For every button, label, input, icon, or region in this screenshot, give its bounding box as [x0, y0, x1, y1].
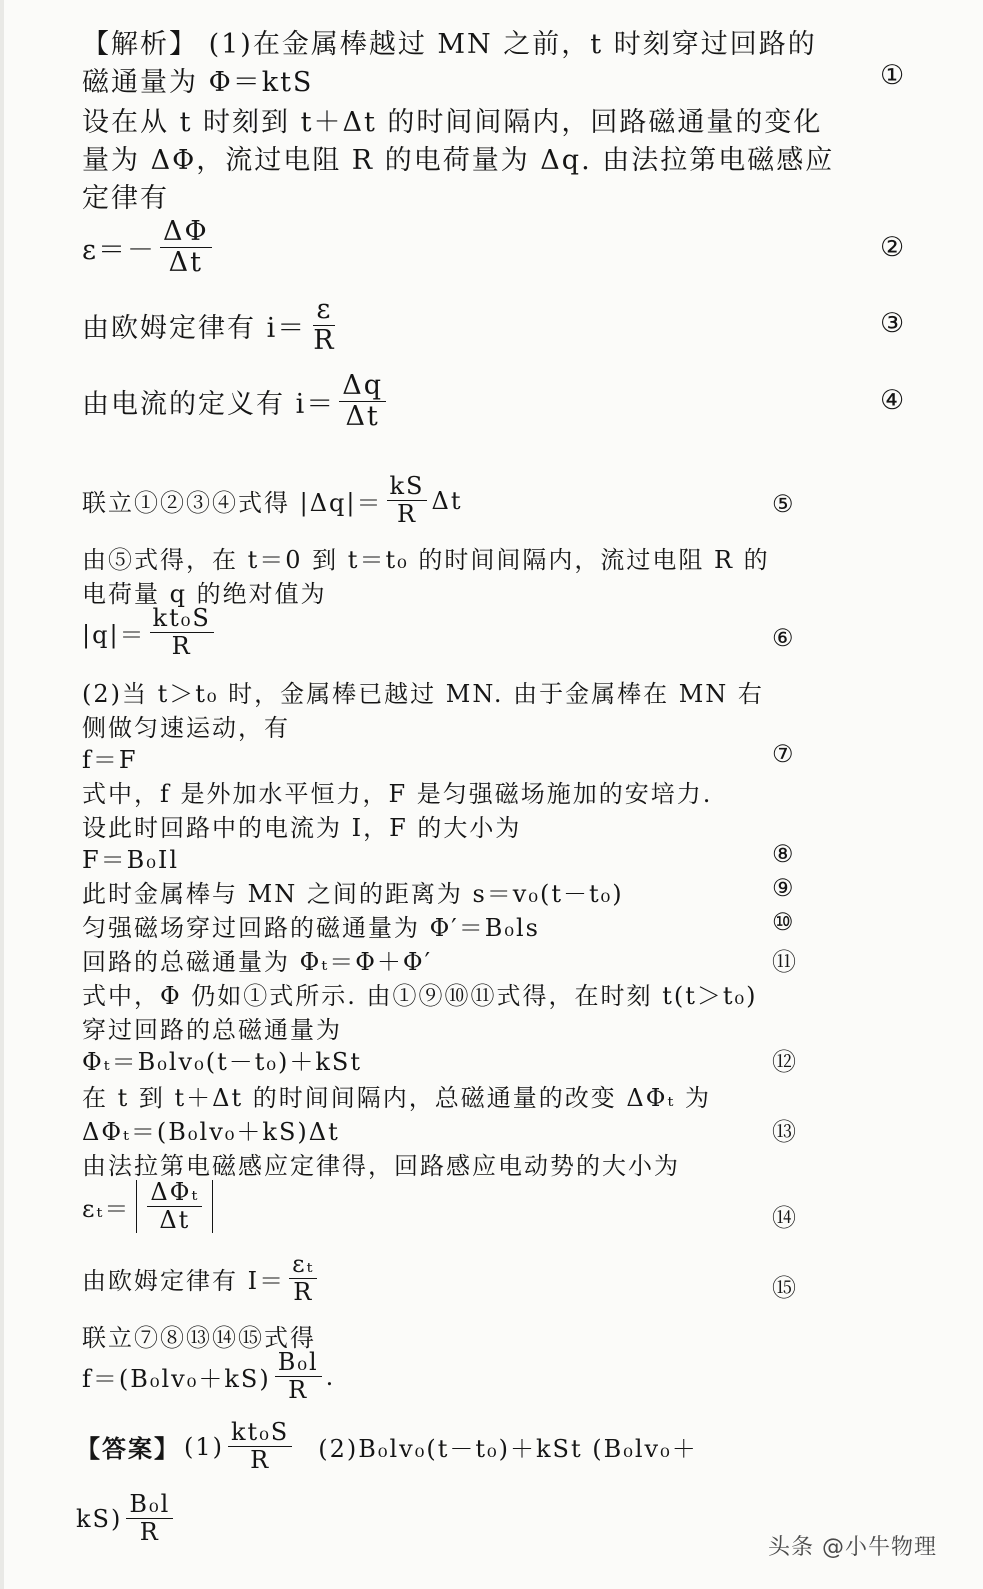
fraction: $\frac{\Delta q}{\Delta t}$	[339, 372, 386, 432]
line-combine: 联立⑦⑧⑬⑭⑮式得	[82, 1324, 316, 1352]
eq-marker-15: ⑮	[772, 1274, 798, 1302]
eq-marker-5: ⑤	[772, 490, 796, 518]
eq-marker-4: ④	[880, 385, 907, 416]
eq-marker-3: ③	[880, 308, 907, 339]
eq-marker-11: ⑪	[772, 948, 798, 976]
eq-marker-12: ⑫	[772, 1048, 798, 1076]
equation-8: F＝B₀Il	[82, 846, 180, 874]
eq-marker-1: ①	[880, 60, 907, 91]
fraction: $\frac{\text{kt₀S}}{R}$	[228, 1420, 292, 1473]
line-charge-interval: 由⑤式得，在 t＝0 到 t＝t₀ 的时间间隔内，流过电阻 R 的	[82, 546, 770, 574]
equation-6: |q|＝ $\frac{\text{kt₀S}}{R}$	[82, 606, 218, 659]
line-force-note: 式中，f 是外加水平恒力，F 是匀强磁场施加的安培力.	[82, 780, 713, 808]
line-law: 定律有	[82, 183, 169, 214]
line-delta-flux: 量为 ΔΦ，流过电阻 R 的电荷量为 Δq. 由法拉第电磁感应	[82, 145, 835, 176]
fraction: $\frac{\text{kt₀S}}{R}$	[150, 606, 214, 659]
page-edge	[0, 0, 4, 1589]
answer-label: 【答案】	[76, 1434, 180, 1464]
eq-marker-2: ②	[880, 232, 907, 263]
line-charge-abs: 电荷量 q 的绝对值为	[82, 580, 327, 608]
line-uniform-motion: 侧做匀速运动，有	[82, 714, 290, 742]
line-flux: 磁通量为 Φ＝ktS	[82, 67, 314, 98]
fraction: $\frac{\varepsilon}{R}$	[313, 294, 336, 357]
fraction: $\frac{\text{B₀l}}{R}$	[126, 1492, 173, 1545]
eq-marker-9: ⑨	[772, 874, 796, 902]
equation-11: 回路的总磁通量为 Φₜ＝Φ＋Φ′	[82, 948, 433, 976]
equation-5: 联立①②③④式得 |Δq|＝ $\frac{kS}{R}$ Δt	[82, 472, 463, 529]
equation-10: 匀强磁场穿过回路的磁通量为 Φ′＝B₀ls	[82, 914, 541, 942]
watermark: 头条 @小牛物理	[768, 1535, 937, 1560]
eq-marker-8: ⑧	[772, 840, 796, 868]
fraction: $\frac{\text{B₀l}}{R}$	[275, 1350, 322, 1403]
fraction: $\frac{\Delta\Phi}{\Delta t}$	[160, 218, 212, 278]
answer-line-2: kS) $\frac{\text{B₀l}}{R}$	[76, 1492, 177, 1545]
equation-7: f＝F	[82, 746, 138, 774]
equation-14: εₜ＝ $\frac{\text{ΔΦₜ}}{\Delta t}$	[82, 1180, 219, 1233]
equation-3: 由欧姆定律有 i＝ $\frac{\varepsilon}{R}$	[82, 296, 343, 356]
fraction: $\frac{\text{ΔΦₜ}}{\Delta t}$	[147, 1180, 202, 1233]
equation-2: ε＝－ $\frac{\Delta\Phi}{\Delta t}$	[82, 218, 216, 278]
line-total-flux: 穿过回路的总磁通量为	[82, 1016, 342, 1044]
equation-12: Φₜ＝B₀lv₀(t－t₀)＋kSt	[82, 1048, 362, 1076]
line-current-intro: 设此时回路中的电流为 I，F 的大小为	[82, 814, 522, 842]
line-emf-intro: 由法拉第电磁感应定律得，回路感应电动势的大小为	[82, 1152, 680, 1180]
line-flux-change: 在 t 到 t＋Δt 的时间间隔内，总磁通量的改变 ΔΦₜ 为	[82, 1084, 711, 1112]
fraction: $\frac{kS}{R}$	[387, 474, 428, 527]
equation-9: 此时金属棒与 MN 之间的距离为 s＝v₀(t－t₀)	[82, 880, 624, 908]
eq-marker-14: ⑭	[772, 1204, 798, 1232]
line-part2-intro: (2)当 t＞t₀ 时，金属棒已越过 MN. 由于金属棒在 MN 右	[82, 680, 764, 708]
line-total-flux-intro: 式中，Φ 仍如①式所示. 由①⑨⑩⑪式得，在时刻 t(t＞t₀)	[82, 982, 758, 1010]
line-interval: 设在从 t 时刻到 t＋Δt 的时间间隔内，回路磁通量的变化	[82, 107, 823, 138]
fraction: $\frac{\text{εₜ}}{R}$	[289, 1252, 317, 1305]
eq-marker-10: ⑩	[772, 908, 796, 936]
answer-line: 【答案】 (1) $\frac{\text{kt₀S}}{R}$ (2)B₀lv₀(t－t₀)＋kSt (B₀lv₀＋	[76, 1418, 698, 1475]
equation-15: 由欧姆定律有 I＝ $\frac{\text{εₜ}}{R}$	[82, 1252, 321, 1305]
equation-4: 由电流的定义有 i＝ $\frac{\Delta q}{\Delta t}$	[82, 372, 390, 432]
eq-marker-7: ⑦	[772, 740, 796, 768]
line-analysis-heading: 【解析】 (1)在金属棒越过 MN 之前，t 时刻穿过回路的	[82, 29, 817, 60]
eq-marker-13: ⑬	[772, 1118, 798, 1146]
absolute-value	[136, 1180, 213, 1233]
equation-force-result: f＝(B₀lv₀＋kS) $\frac{\text{B₀l}}{R}$ .	[82, 1348, 336, 1405]
eq-marker-6: ⑥	[772, 624, 796, 652]
equation-13: ΔΦₜ＝(B₀lv₀＋kS)Δt	[82, 1118, 340, 1146]
